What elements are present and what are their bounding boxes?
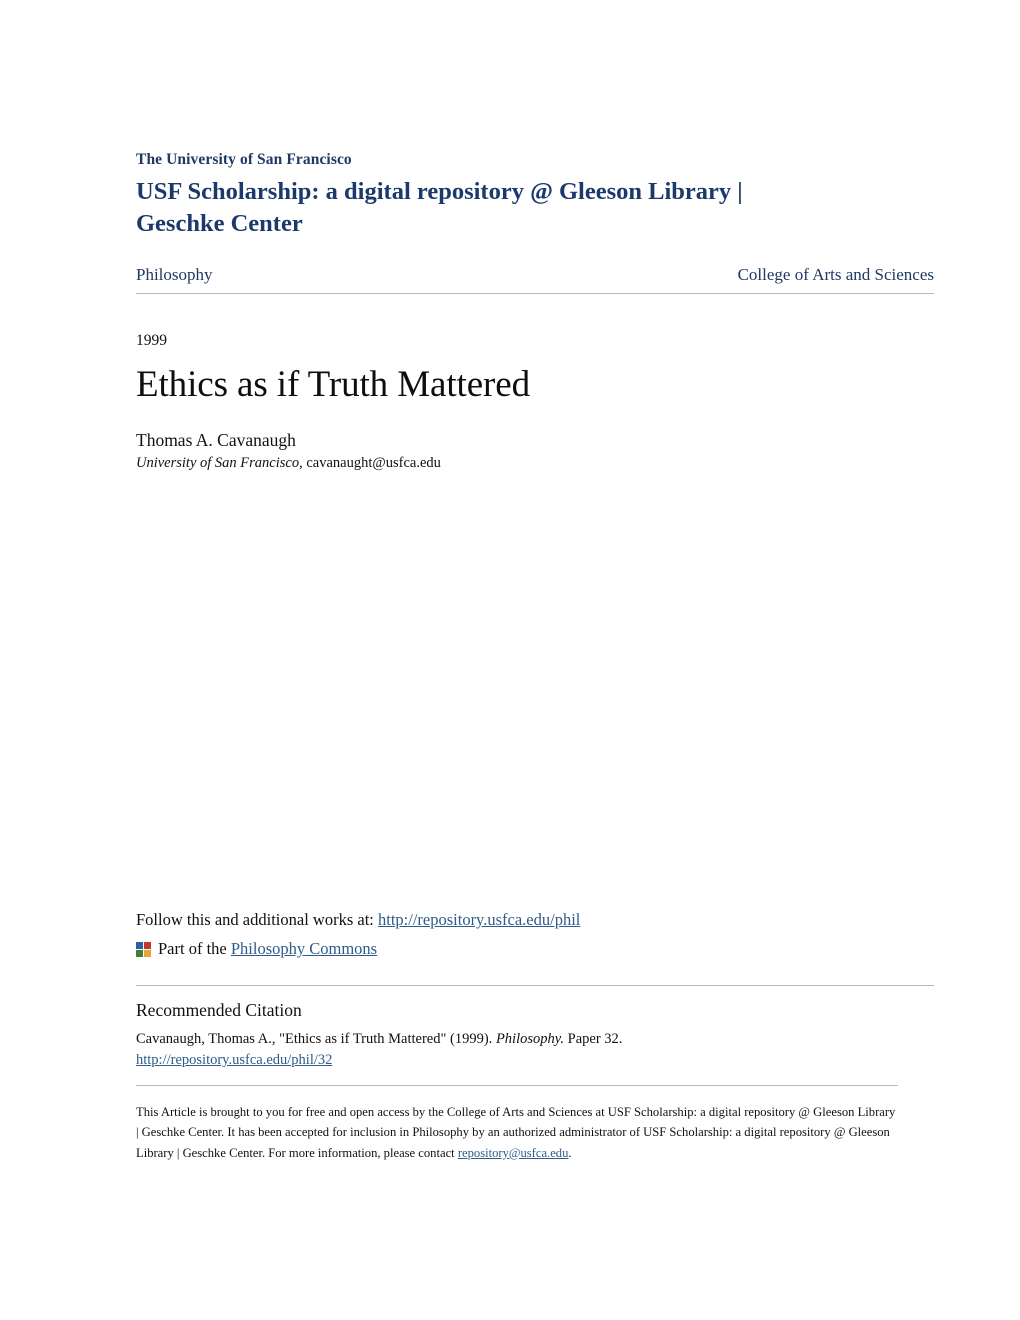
page-title: Ethics as if Truth Mattered <box>136 363 530 405</box>
open-access-commons-icon <box>136 942 151 957</box>
follow-works-line <box>136 910 934 930</box>
philosophy-commons-link[interactable]: Philosophy Commons <box>230 939 378 958</box>
part-of-line <box>136 939 934 959</box>
department-row <box>136 265 934 294</box>
citation-text-after: Paper 32. <box>564 1031 623 1047</box>
recommended-citation-section <box>136 985 934 1071</box>
publication-year: 1999 <box>136 331 167 349</box>
commons-icon-square-blue <box>136 942 143 949</box>
citation-journal: Philosophy. <box>495 1031 565 1047</box>
contact-email-link[interactable]: repository@usfca.edu <box>457 1145 569 1160</box>
author-institution: University of San Francisco <box>136 455 300 472</box>
citation-text-before: Cavanaugh, Thomas A., "Ethics as if Truth Mattered" (1999). <box>136 1031 496 1047</box>
university-name: The University of San Francisco <box>136 151 352 168</box>
recommended-citation-heading: Recommended Citation <box>136 1000 302 1020</box>
author-email: , cavanaught@usfca.edu <box>299 455 441 472</box>
commons-icon-square-green <box>136 950 143 957</box>
follow-works-section <box>136 910 934 959</box>
footer-section <box>136 1085 898 1163</box>
citation-url-link[interactable]: http://repository.usfca.edu/phil/32 <box>136 1052 333 1069</box>
footer-disclaimer <box>136 1102 898 1163</box>
college-name: College of Arts and Sciences <box>737 264 934 284</box>
department-name: Philosophy <box>136 264 213 284</box>
repository-title-link[interactable]: USF Scholarship: a digital repository @ Gleeson Library | Geschke Center <box>136 178 743 237</box>
author-name: Thomas A. Cavanaugh <box>136 430 296 451</box>
commons-icon-square-red <box>144 942 151 949</box>
commons-icon-square-orange <box>144 950 151 957</box>
footer-text-part1: This Article is brought to you for free and open access by the College of Arts and Sciences at USF Scholarship: a digital repository @ Gleeson Library | Geschke Center. It has been accepted for inclusion in Philosophy by an authorized administrator of USF Scholarship: a digital repository @ Gleeson Library | Geschke Center. For more information, please contact <box>136 1105 896 1160</box>
author-affiliation <box>136 455 934 472</box>
repository-url-link[interactable]: http://repository.usfca.edu/phil <box>377 910 581 929</box>
repository-title <box>136 176 836 239</box>
footer-text-part2: . <box>568 1145 572 1160</box>
masthead-section <box>136 150 934 472</box>
part-of-label: Part of the <box>158 939 231 958</box>
recommended-citation-text <box>136 1029 934 1071</box>
follow-works-label: Follow this and additional works at: <box>136 910 378 929</box>
